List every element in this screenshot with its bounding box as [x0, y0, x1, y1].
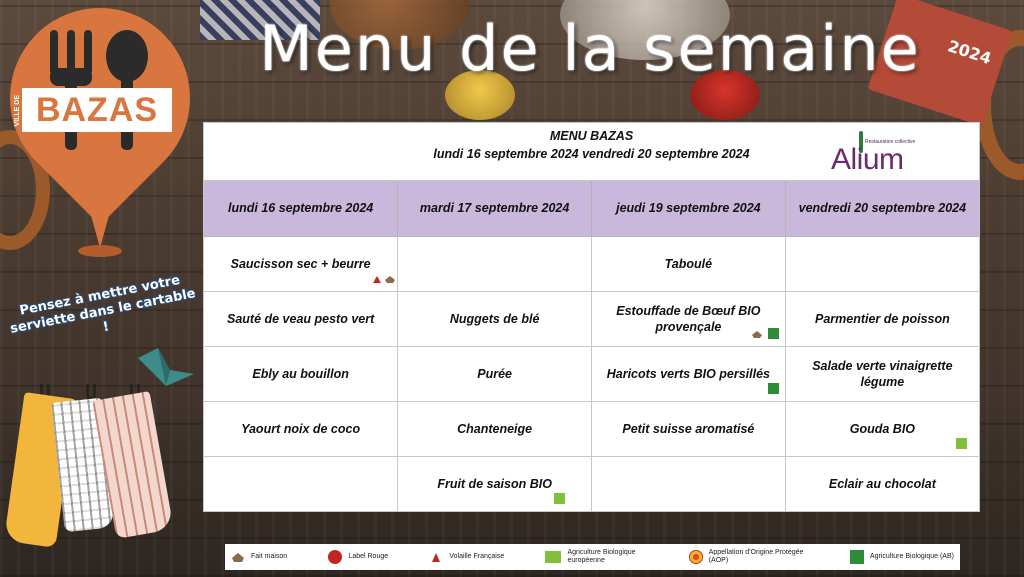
- table-header-row: [204, 181, 979, 236]
- alium-tagline: Restauration collective: [865, 139, 916, 145]
- page-title: Menu de la semaine: [259, 12, 921, 85]
- notebook-year: 2024: [945, 36, 994, 69]
- legend-item: [231, 550, 287, 564]
- napkin-reminder: Pensez à mettre votre serviette dans le cartable !: [9, 272, 197, 337]
- menu-cell: [785, 236, 979, 291]
- menu-cell: [785, 346, 979, 401]
- logo-pin-base: [78, 245, 122, 257]
- aop-icon: [689, 550, 703, 564]
- menu-cell: [592, 346, 786, 401]
- alium-name: Alium: [831, 143, 904, 176]
- menu-cell: [204, 236, 398, 291]
- legend-label: Agriculture Biologique (AB): [869, 553, 954, 560]
- dish-name: Saucisson sec + beurre: [230, 256, 371, 271]
- logo-bazas: BAZAS: [22, 88, 172, 132]
- legend-label: Agriculture Biologique européenne: [567, 549, 636, 564]
- menu-cell: [398, 456, 592, 511]
- dish-name: Sauté de veau pesto vert: [226, 311, 375, 326]
- menu-cell: [785, 291, 979, 346]
- menu-cell: [592, 401, 786, 456]
- legend-label: Label Rouge: [348, 553, 389, 560]
- alium-logo: [829, 131, 949, 176]
- table-row: [204, 346, 979, 401]
- dish-name: Eclair au chocolat: [828, 476, 936, 491]
- menu-cell: [398, 346, 592, 401]
- dish-name: Purée: [477, 366, 512, 381]
- fait-maison-icon: [231, 550, 245, 564]
- dish-name: Chanteneige: [457, 421, 533, 436]
- volaille-francaise-icon: [429, 550, 443, 564]
- menu-cell: [204, 401, 398, 456]
- fait-maison-icon: [751, 329, 763, 339]
- dish-name: Gouda BIO: [849, 421, 916, 436]
- column-header-thursday: jeudi 19 septembre 2024: [592, 181, 786, 236]
- menu-table: [204, 181, 979, 511]
- menu-cell: [592, 236, 786, 291]
- agriculture-bio-ab-icon: [850, 550, 864, 564]
- agriculture-bio-eu-icon: [554, 493, 565, 504]
- dish-name: Salade verte vinaigrette légume: [812, 358, 953, 389]
- dish-name: Yaourt noix de coco: [241, 421, 361, 436]
- dish-name: Petit suisse aromatisé: [622, 421, 755, 436]
- menu-cell: [204, 456, 398, 511]
- legend-bar: [225, 544, 960, 570]
- table-row: [204, 291, 979, 346]
- agriculture-bio-ab-icon: [768, 383, 779, 394]
- table-row: [204, 456, 979, 511]
- dish-name: Nuggets de blé: [449, 311, 540, 326]
- legend-item: [429, 550, 504, 564]
- dish-name: Fruit de saison BIO: [437, 476, 552, 491]
- agriculture-bio-eu-icon: [956, 438, 967, 449]
- menu-cell: [204, 291, 398, 346]
- legend-item: [545, 549, 647, 565]
- menu-cell: [592, 456, 786, 511]
- legend-label: Appellation d'Origine Protégée (AOP): [708, 549, 804, 564]
- menu-cell: [785, 401, 979, 456]
- table-row: [204, 236, 979, 291]
- menu-cell: [398, 291, 592, 346]
- menu-cell: [398, 236, 592, 291]
- dish-name: Estouffade de Bœuf BIO provençale: [616, 303, 761, 334]
- dish-name: Haricots verts BIO persillés: [606, 366, 771, 381]
- fait-maison-icon: [384, 274, 396, 284]
- paper-boat-icon: [136, 348, 196, 388]
- legend-item: [689, 549, 809, 565]
- volaille-francaise-icon: [371, 274, 383, 284]
- menu-cell: [785, 456, 979, 511]
- dish-name: Ebly au bouillon: [252, 366, 349, 381]
- menu-cell: [592, 291, 786, 346]
- column-header-monday: lundi 16 septembre 2024: [204, 181, 398, 236]
- menu-cell: [398, 401, 592, 456]
- legend-label: Fait maison: [251, 553, 288, 560]
- legend-label: Volaille Française: [449, 553, 505, 560]
- menu-dates: lundi 16 septembre 2024 vendredi 20 septembre 2024: [433, 147, 750, 161]
- menu-card: [203, 122, 980, 512]
- dish-name: Taboulé: [664, 256, 713, 271]
- menu-cell: [204, 346, 398, 401]
- table-row: [204, 401, 979, 456]
- menu-header: [204, 123, 979, 181]
- label-rouge-icon: [328, 550, 342, 564]
- logo-city-prefix: VILLE DE: [14, 95, 21, 127]
- agriculture-bio-eu-icon: [545, 551, 561, 563]
- menu-title: MENU BAZAS: [549, 129, 634, 143]
- column-header-tuesday: mardi 17 septembre 2024: [398, 181, 592, 236]
- dish-name: Parmentier de poisson: [814, 311, 950, 326]
- legend-item: [328, 550, 388, 564]
- legend-item: [850, 550, 954, 564]
- agriculture-bio-ab-icon: [768, 328, 779, 339]
- column-header-friday: vendredi 20 septembre 2024: [785, 181, 979, 236]
